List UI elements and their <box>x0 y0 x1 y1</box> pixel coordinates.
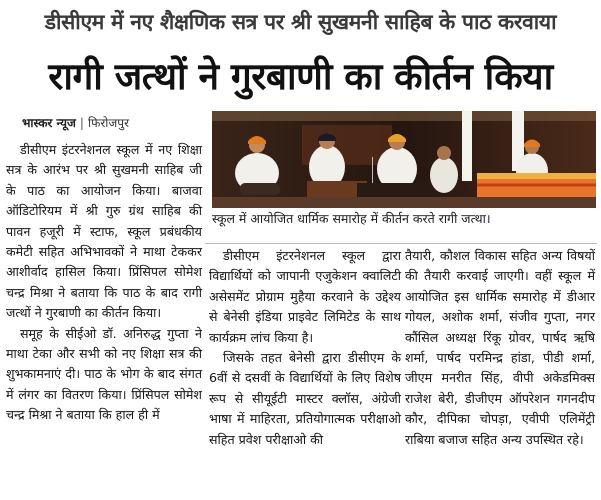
article-headline: रागी जत्थों ने गुरबाणी का कीर्तन किया <box>48 55 553 98</box>
column-2-paragraph-2: जिसके तहत बेनेसी द्वारा डीसीएम के 6वीं से दसवीं के विद्यार्थियों के लिए विशेष रूप से सीयूईटी मास्टर क्लॉस, अंग्रेजी भाषा में माहिरता, प्रतियोगात्मक परीक्षाओ सहित प्रवेश परीक्षाओ की <box>209 350 401 447</box>
caption-divider <box>205 243 597 244</box>
byline <box>22 114 129 131</box>
column-1-paragraph-1: डीसीएम इंटरनेशनल स्कूल में नए शिक्षा सत्र के आरंभ पर श्री सुखमनी साहिब जी के पाठ का आयोजन किया। बाजवा ऑडिटोरियम में श्री गुरु ग्रंथ साहिब की पावन हजूरी में स्टाफ, स्कूल प्रबंधकीय कमेटी सहित अभिभावकों ने माथा टेककर आशीर्वाद हासिल किया। प्रिंसिपल सोमेश चन्द्र मिश्रा ने बताया कि पाठ के बाद रागी जत्थों ने गुरबाणी का कीर्तन किया। <box>6 142 202 321</box>
column-3-paragraph-1: तैयारी, कौशल विकास सहित अन्य विषयों की तैयारी करवाई जाएगी। वहीं स्कूल में आयोजित इस धार्मिक समारोह में डीआर गोयल, अशोक शर्मा, संजीव गुप्ता, नगर कौंसिल अध्यक्ष रिंकू ग्रोवर, पार्षद ऋषि शर्मा, पार्षद परमिन्द्र हांडा, पीडी शर्मा, जीएम मनरीत सिंह, वीपी अकेडमिक्स राजेश बेरी, डीजीएम ऑपरेशन गगनदीप कौर, दीपिका चोपड़ा, एवीपी एलिमेंट्री राबिया बजाज सहित अन्य उपस्थित रहे। <box>405 248 595 447</box>
kirtan-scene-illustration <box>212 111 596 208</box>
article-column-1 <box>6 140 202 426</box>
column-2-paragraph-1: डीसीएम इंटरनेशनल स्कूल द्वारा विद्यार्थियों को जापानी एजुकेशन क्वालिटी असेसमेंट प्रोग्राम मुहैया करवाने के उद्देश्य से बेनेसी इंडिया प्राइवेट लिमिटेड के साथ कार्यक्रम लांच किया है। <box>209 248 401 345</box>
byline-city: फिरोजपुर <box>87 116 129 130</box>
event-photo <box>212 111 596 208</box>
article-subheadline: डीसीएम में नए शैक्षणिक सत्र पर श्री सुखमनी साहिब के पाठ करवाया <box>0 0 601 44</box>
article-column-3 <box>405 246 595 450</box>
column-1-paragraph-2: समूह के सीईओ डॉ. अनिरुद्ध गुप्ता ने माथा टेका और सभी को नए शिक्षा सत्र की शुभकामनाएं दी। पाठ के भोग के बाद संगत में लंगर का वितरण किया। प्रिंसिपल सोमेश चन्द्र मिश्रा ने बताया कि हाल ही में <box>6 325 202 423</box>
photo-caption: स्कूल में आयोजित धार्मिक समारोह में कीर्तन करते रागी जत्था। <box>212 211 491 226</box>
byline-separator: | <box>79 116 84 130</box>
article-column-2 <box>209 246 401 450</box>
byline-source: भास्कर न्यूज <box>22 116 76 130</box>
